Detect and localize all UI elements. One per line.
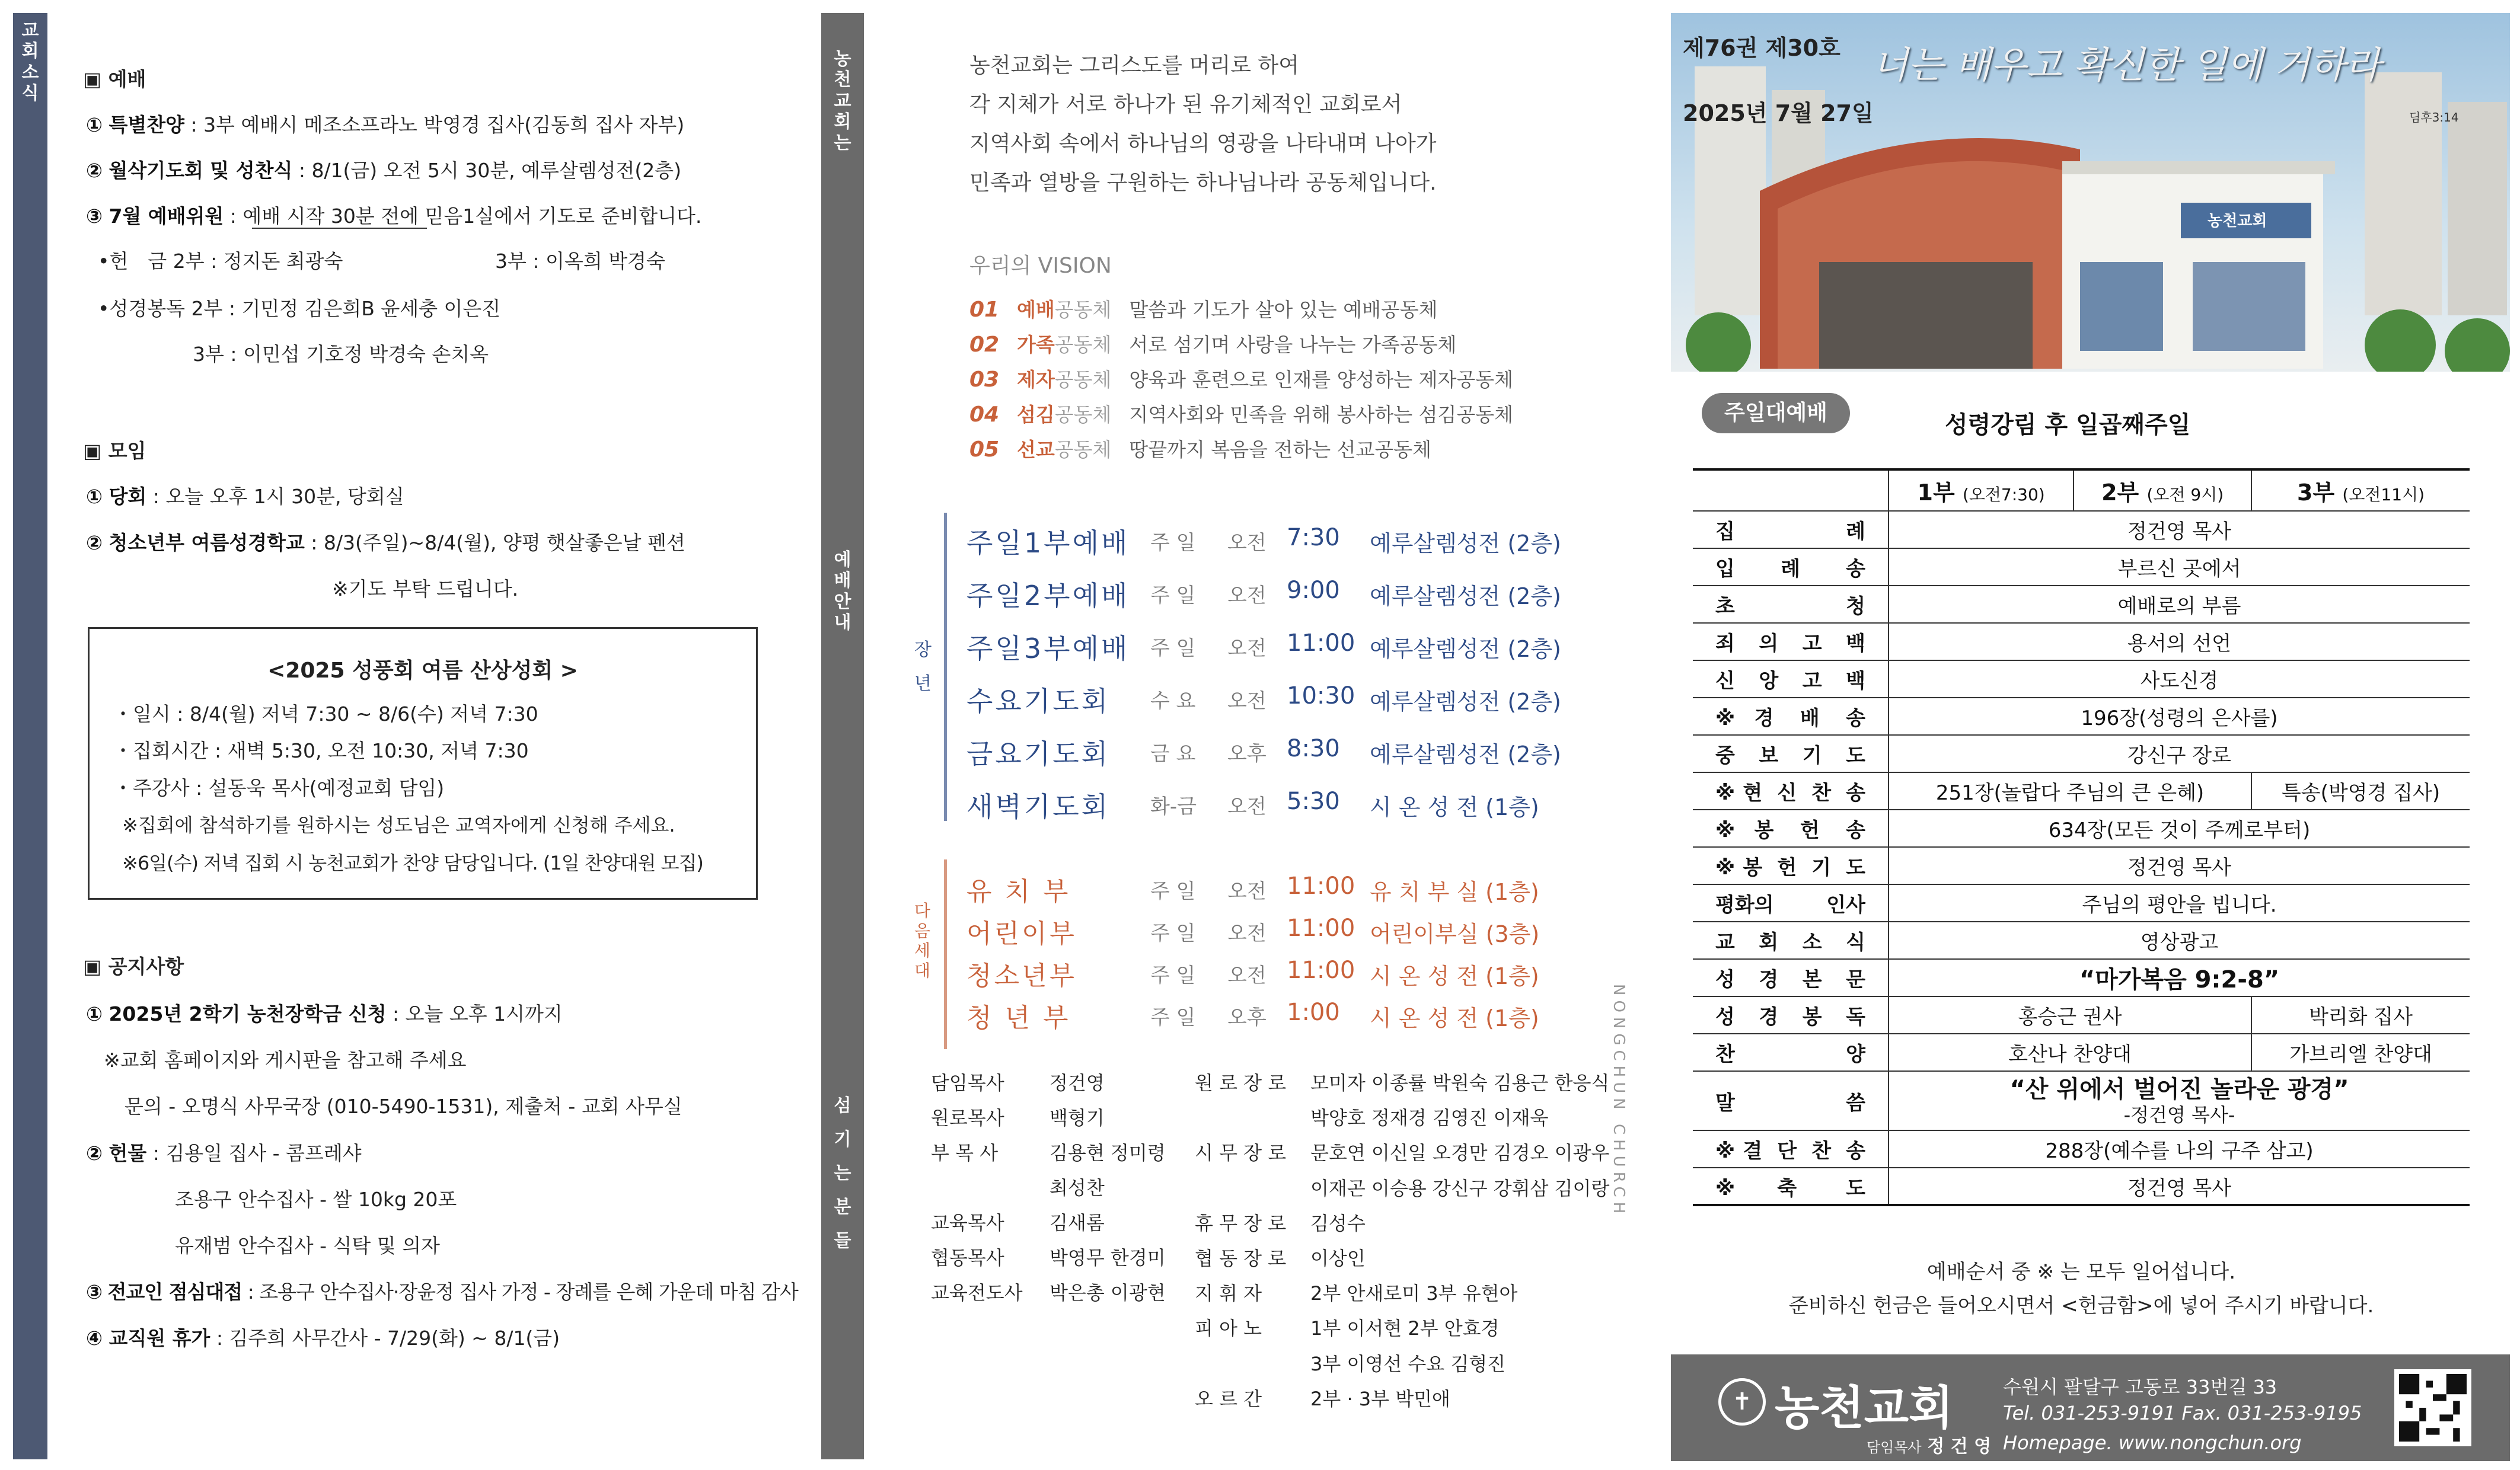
schedule-time: 5:30: [1287, 788, 1340, 815]
intro-line: 농천교회는 그리스도를 머리로 하여: [969, 53, 1299, 78]
sermon-title: “산 위에서 벌어진 놀라운 광경”: [2009, 1075, 2349, 1103]
order-of-worship-table: [1693, 468, 2470, 1206]
staff-row: [931, 1173, 1105, 1200]
schedule-name: 주일2부예배: [966, 580, 1130, 612]
order-row: [1693, 959, 2470, 996]
order-row: [1693, 922, 2470, 959]
staff-row: [931, 1208, 1105, 1235]
order-label: 교 회 소 식: [1693, 922, 1889, 959]
staff-names: 정건영: [1050, 1072, 1105, 1094]
schedule-row: [966, 680, 1619, 715]
vision-item: [969, 365, 1513, 392]
schedule-row: [966, 785, 1619, 821]
schedule-day: 주 일: [1150, 531, 1196, 555]
staff-role: 피 아 노: [1195, 1317, 1262, 1340]
staff-row: [931, 1068, 1105, 1095]
adult-label: 장 년: [914, 640, 932, 694]
staff-role: 원로목사: [931, 1107, 1004, 1129]
schedule-day: 화-금: [1150, 795, 1197, 819]
order-label: ※봉 헌 기 도: [1693, 847, 1889, 884]
notice-item-1b: 문의 - 오명식 사무국장 (010-5490-1531), 제출처 - 교회 사무실: [125, 1095, 682, 1118]
offering-2: •헌 금 2부 : 정지돈 최광숙: [98, 250, 343, 273]
staff-names: 이상인: [1310, 1247, 1366, 1270]
order-label: 말 씀: [1693, 1071, 1889, 1130]
worship-header: ▣ 예배: [83, 68, 146, 91]
schedule-time: 11:00: [1287, 629, 1355, 657]
schedule-name: 금요기도회: [966, 738, 1111, 770]
schedule-day: 주 일: [1150, 637, 1196, 660]
vision-number: 04: [969, 402, 1000, 427]
order-label: ※결 단 찬 송: [1693, 1130, 1889, 1168]
staff-names: 백형기: [1050, 1107, 1105, 1129]
vision-number: 01: [969, 298, 1000, 322]
vision-item: [969, 330, 1456, 357]
staff-role: 휴 무 장 로: [1195, 1212, 1287, 1235]
intro-line: 각 지체가 서로 하나가 된 유기체적인 교회로서: [969, 92, 1402, 117]
schedule-name: 유 치 부: [966, 877, 1071, 907]
staff-row: [1195, 1103, 1548, 1130]
order-value: 부르신 곳에서: [1889, 548, 2470, 586]
schedule-ampm: 오전: [1227, 964, 1267, 988]
order-value: 정건영 목사: [1889, 847, 2470, 884]
sunday-badge: 주일대예배: [1702, 393, 1850, 433]
staff-names: 김용현 정미령: [1050, 1142, 1166, 1164]
schedule-place: 시 온 성 전 (1층): [1370, 1005, 1539, 1031]
order-value: [1889, 1071, 2470, 1130]
motto: 너는 배우고 확신한 일에 거하라: [1873, 43, 2381, 87]
order-label: 죄 의 고 백: [1693, 623, 1889, 660]
order-row: [1693, 847, 2470, 884]
staff-role: 협동목사: [931, 1247, 1004, 1269]
order-row: [1693, 586, 2470, 623]
order-value: 정건영 목사: [1889, 1168, 2470, 1205]
staff-role: 교육전도사: [931, 1282, 1023, 1304]
schedule-time: 11:00: [1287, 915, 1355, 942]
order-row: [1693, 1130, 2470, 1168]
schedule-ampm: 오전: [1227, 922, 1267, 945]
order-value: 예배로의 부름: [1889, 586, 2470, 623]
footer: [1671, 1354, 2510, 1461]
order-value: 강신구 장로: [1889, 735, 2470, 772]
standing-note: 예배순서 중 ※ 는 모두 일어섭니다.: [1926, 1260, 2236, 1284]
vision-number: 05: [969, 437, 1000, 462]
vision-community: 공동체: [1054, 403, 1112, 426]
schedule-place: 시 온 성 전 (1층): [1370, 794, 1539, 820]
staff-row: [1195, 1068, 1609, 1095]
order-row: [1693, 511, 2470, 548]
motto-ref: 딤후3:14: [2409, 110, 2459, 124]
order-row: [1693, 996, 2470, 1034]
retreat-line: ※집회에 참석하기를 원하시는 성도님은 교역자에게 신청해 주세요.: [122, 814, 675, 836]
order-value: 주님의 평안을 빕니다.: [1889, 884, 2470, 922]
order-label: 입 례 송: [1693, 548, 1889, 586]
staff-role: 지 휘 자: [1195, 1282, 1262, 1305]
staff-row: [1195, 1138, 1609, 1165]
bulletin-date: 2025년 7월 27일: [1683, 100, 1874, 126]
staff-names: 문호연 이신일 오경만 김경오 이광우: [1310, 1142, 1610, 1165]
order-row: [1693, 810, 2470, 847]
vision-desc: 양육과 훈련으로 인재를 양성하는 제자공동체: [1129, 368, 1514, 391]
schedule-row: [966, 870, 1619, 906]
order-label: 성 경 봉 독: [1693, 996, 1889, 1034]
footer-web: Homepage. www.nongchun.org: [2003, 1431, 2302, 1454]
schedule-place: 예루살렘성전 (2층): [1370, 689, 1561, 715]
schedule-day: 주 일: [1150, 964, 1196, 988]
schedule-day: 주 일: [1150, 1006, 1196, 1030]
vision-community: 공동체: [1054, 368, 1112, 391]
footer-church-name: 농천교회: [1775, 1382, 1954, 1435]
vision-item: [969, 295, 1438, 322]
tab-about: 농 천 교 회 는: [821, 13, 864, 505]
schedule-time: 9:00: [1287, 577, 1340, 604]
adult-divider: [944, 513, 947, 821]
order-label: 중 보 기 도: [1693, 735, 1889, 772]
notice-header: ▣ 공지사항: [83, 955, 184, 978]
schedule-ampm: 오전: [1227, 531, 1267, 555]
vision-keyword: 섬김: [1017, 403, 1055, 426]
schedule-name: 청 년 부: [966, 1003, 1071, 1033]
staff-row: [1195, 1209, 1366, 1236]
staff-row: [931, 1138, 1166, 1165]
vision-desc: 서로 섬기며 사랑을 나누는 가족공동체: [1129, 333, 1457, 356]
vision-item: [969, 434, 1431, 462]
staff-names: 2부 안새로미 3부 유현아: [1310, 1282, 1518, 1305]
order-value: 호산나 찬양대: [1889, 1034, 2251, 1071]
vision-community: 공동체: [1054, 298, 1112, 321]
order-value: 영상광고: [1889, 922, 2470, 959]
staff-names: 1부 이서현 2부 안효경: [1310, 1317, 1500, 1340]
notice-item-2b: 유재범 안수집사 - 식탁 및 의자: [175, 1234, 440, 1257]
footer-address: 수원시 팔달구 고동로 33번길 33: [2003, 1376, 2277, 1398]
reading-3: 3부 : 이민섭 기호정 박경숙 손치옥: [193, 343, 489, 366]
staff-row: [931, 1103, 1105, 1130]
schedule-name: 어린이부: [966, 919, 1077, 949]
schedule-row: [966, 912, 1619, 948]
schedule-ampm: 오전: [1227, 795, 1267, 819]
order-label: ※봉 헌 송: [1693, 810, 1889, 847]
next-divider: [944, 859, 947, 1049]
vision-desc: 땅끝까지 복음을 전하는 선교공동체: [1129, 438, 1432, 461]
schedule-name: 청소년부: [966, 961, 1077, 991]
retreat-title: <2025 성풍회 여름 산상성회 >: [267, 659, 578, 683]
staff-row: [1195, 1314, 1500, 1341]
meeting-header: ▣ 모임: [83, 439, 146, 462]
side-text: NONGCHUN CHURCH: [1610, 984, 1628, 1219]
meeting-item-2: ② 청소년부 여름성경학교 : 8/3(주일)~8/4(월), 양평 햇살좋은날 펜션: [86, 531, 685, 554]
staff-names: 박양호 정재경 김영진 이재욱: [1310, 1107, 1549, 1130]
schedule-place: 예루살렘성전 (2층): [1370, 531, 1561, 557]
underline: [252, 228, 427, 229]
schedule-ampm: 오전: [1227, 880, 1267, 903]
schedule-time: 8:30: [1287, 735, 1340, 762]
schedule-day: 주 일: [1150, 922, 1196, 945]
vision-desc: 말씀과 기도가 살아 있는 예배공동체: [1129, 298, 1438, 321]
cover-image: [1671, 13, 2510, 372]
notice-item-1: ① 2025년 2학기 농천장학금 신청 : 오늘 오후 1시까지: [86, 1002, 563, 1025]
footer-pastor: 담임목사 정 건 영: [1867, 1436, 1992, 1457]
order-value: 634장(모든 것이 주께로부터): [1889, 810, 2470, 847]
tab-church-news: 교 회 소 식: [13, 13, 47, 1459]
order-value: 정건영 목사: [1889, 511, 2470, 548]
prayer-request: ※기도 부탁 드립니다.: [332, 577, 519, 600]
order-label: 평화의 인사: [1693, 884, 1889, 922]
schedule-ampm: 오전: [1227, 637, 1267, 660]
order-row: [1693, 772, 2470, 810]
staff-role: 협 동 장 로: [1195, 1247, 1287, 1270]
retreat-line: ・집회시간 : 새벽 5:30, 오전 10:30, 저녁 7:30: [113, 739, 529, 762]
schedule-name: 주일3부예배: [966, 632, 1130, 664]
order-label: ※축 도: [1693, 1168, 1889, 1205]
order-row: [1693, 735, 2470, 772]
staff-names: 3부 이영선 수요 김형진: [1310, 1352, 1506, 1375]
vision-number: 02: [969, 333, 1000, 357]
order-label: 찬 양: [1693, 1034, 1889, 1071]
order-value-2: 특송(박영경 집사): [2251, 772, 2470, 810]
schedule-time: 1:00: [1287, 999, 1340, 1026]
staff-names: 모미자 이종률 박원숙 김용근 한응식: [1310, 1072, 1610, 1094]
schedule-day: 주 일: [1150, 880, 1196, 903]
order-value: 288장(예수를 나의 구주 삼고): [1889, 1130, 2470, 1168]
schedule-time: 7:30: [1287, 524, 1340, 551]
intro-line: 지역사회 속에서 하나님의 영광을 나타내며 나아가: [969, 132, 1437, 156]
staff-role: 오 르 간: [1195, 1387, 1262, 1410]
order-label: ※경 배 송: [1693, 698, 1889, 735]
worship-item-2: ② 월삭기도회 및 성찬식 : 8/1(금) 오전 5시 30분, 예루살렘성전(2층): [86, 159, 682, 182]
retreat-line: ※6일(수) 저녁 집회 시 농천교회가 찬양 담당입니다. (1일 찬양대원 모집): [122, 852, 703, 874]
schedule-time: 11:00: [1287, 957, 1355, 984]
staff-role: 원 로 장 로: [1195, 1072, 1287, 1094]
retreat-box: [88, 627, 758, 900]
schedule-name: 수요기도회: [966, 685, 1111, 717]
schedule-place: 예루살렘성전 (2층): [1370, 742, 1561, 768]
schedule-place: 예루살렘성전 (2층): [1370, 583, 1561, 609]
tab-worship-guide: 예 배 안 내: [821, 505, 864, 1059]
schedule-time: 10:30: [1287, 682, 1355, 710]
vision-keyword: 예배: [1017, 298, 1055, 321]
sunday-title: 성령강림 후 일곱째주일: [1945, 411, 2191, 439]
church-logo-icon: ✝: [1718, 1378, 1766, 1426]
staff-role: 교육목사: [931, 1212, 1004, 1234]
schedule-place: 시 온 성 전 (1층): [1370, 963, 1539, 989]
staff-row: [931, 1278, 1166, 1305]
notice-item-3: ③ 전교인 점심대접 : 조용구 안수집사·장윤정 집사 가정 - 장례를 은혜 가운데 마침 감사: [86, 1280, 798, 1303]
schedule-row: [966, 996, 1619, 1032]
order-row: [1693, 623, 2470, 660]
staff-names: 최성찬: [1050, 1177, 1105, 1199]
schedule-place: 어린이부실 (3층): [1370, 921, 1540, 947]
sermon-preacher: -정건영 목사-: [2123, 1103, 2235, 1126]
footer-tel: Tel. 031-253-9191 Fax. 031-253-9195: [2003, 1402, 2362, 1424]
schedule-ampm: 오후: [1227, 1006, 1267, 1030]
staff-row: [931, 1243, 1166, 1270]
vision-community: 공동체: [1054, 438, 1112, 461]
order-label: 성 경 본 문: [1693, 959, 1889, 996]
schedule-day: 금 요: [1150, 742, 1196, 766]
volume: 제76권 제30호: [1683, 35, 1840, 61]
vision-number: 03: [969, 368, 1000, 392]
staff-role: 부 목 사: [931, 1142, 999, 1164]
staff-row: [1195, 1349, 1505, 1376]
schedule-ampm: 오전: [1227, 584, 1267, 608]
schedule-place: 예루살렘성전 (2층): [1370, 636, 1561, 662]
schedule-row: [966, 627, 1619, 663]
offering-3: 3부 : 이옥희 박경숙: [495, 250, 665, 273]
order-label: 신 앙 고 백: [1693, 660, 1889, 698]
staff-names: 김성수: [1310, 1212, 1366, 1235]
schedule-ampm: 오후: [1227, 742, 1267, 766]
order-row: [1693, 884, 2470, 922]
building-sign: 농천교회: [2208, 212, 2267, 230]
notice-item-4: ④ 교직원 휴가 : 김주희 사무간사 - 7/29(화) ~ 8/1(금): [86, 1327, 560, 1350]
offering-note: 준비하신 헌금은 들어오시면서 <헌금함>에 넣어 주시기 바랍니다.: [1788, 1294, 2374, 1318]
service-header-row: 1부 (오전7:30) 2부 (오전 9시) 3부 (오전11시): [1693, 469, 2470, 511]
vision-item: [969, 400, 1513, 427]
staff-role: 담임목사: [931, 1072, 1004, 1094]
schedule-name: 새벽기도회: [966, 791, 1111, 823]
staff-names: 박영무 한경미: [1050, 1247, 1166, 1269]
tab-servants: 섬 기 는 분 들: [821, 1059, 864, 1459]
order-row: [1693, 698, 2470, 735]
vision-title: 우리의 VISION: [969, 254, 1112, 278]
order-row: [1693, 1168, 2470, 1205]
staff-names: 김새롬: [1050, 1212, 1105, 1234]
schedule-place: 유 치 부 실 (1층): [1370, 879, 1539, 905]
staff-names: 2부 · 3부 박민애: [1310, 1387, 1450, 1410]
vision-keyword: 가족: [1017, 333, 1055, 356]
retreat-line: ・주강사 : 설동욱 목사(예정교회 담임): [113, 776, 445, 800]
vision-keyword: 제자: [1017, 368, 1055, 391]
schedule-row: [966, 522, 1619, 557]
vision-community: 공동체: [1054, 333, 1112, 356]
meeting-item-1: ① 당회 : 오늘 오후 1시 30분, 당회실: [86, 485, 404, 508]
schedule-row: [966, 574, 1619, 610]
order-value-2: 가브리엘 찬양대: [2251, 1034, 2470, 1071]
reading-2: •성경봉독 2부 : 기민정 김은희B 윤세충 이은진: [98, 297, 501, 320]
order-value-2: 박리화 집사: [2251, 996, 2470, 1034]
staff-row: [1195, 1384, 1450, 1411]
notice-item-1a: ※교회 홈페이지와 게시판을 참고해 주세요: [104, 1049, 467, 1072]
order-row: [1693, 660, 2470, 698]
staff-row: [1195, 1279, 1517, 1306]
order-row: [1693, 1034, 2470, 1071]
order-value: 251장(놀랍다 주님의 큰 은혜): [1889, 772, 2251, 810]
schedule-time: 11:00: [1287, 873, 1355, 900]
vision-keyword: 선교: [1017, 438, 1055, 461]
order-row: [1693, 1071, 2470, 1130]
worship-item-3: ③ 7월 예배위원 : 예배 시작 30분 전에 믿음1실에서 기도로 준비합니다.: [86, 204, 702, 228]
order-row: [1693, 548, 2470, 586]
order-value: “마가복음 9:2-8”: [1889, 959, 2470, 996]
staff-names: 이재곤 이승용 강신구 강휘삼 김이랑: [1310, 1177, 1610, 1200]
worship-item-1: ① 특별찬양 : 3부 예배시 메조소프라노 박영경 집사(김동희 집사 자부): [86, 113, 685, 136]
order-value: 용서의 선언: [1889, 623, 2470, 660]
schedule-row: [966, 954, 1619, 990]
schedule-row: [966, 733, 1619, 768]
schedule-day: 수 요: [1150, 689, 1196, 713]
order-label: 초 청: [1693, 586, 1889, 623]
staff-row: [1195, 1174, 1609, 1201]
order-value: 홍승근 권사: [1889, 996, 2251, 1034]
staff-row: [1195, 1244, 1366, 1271]
schedule-name: 주일1부예배: [966, 527, 1130, 559]
staff-role: 시 무 장 로: [1195, 1142, 1287, 1165]
order-label: ※현 신 찬 송: [1693, 772, 1889, 810]
schedule-day: 주 일: [1150, 584, 1196, 608]
retreat-line: ・일시 : 8/4(월) 저녁 7:30 ~ 8/6(수) 저녁 7:30: [113, 702, 538, 726]
qr-code-icon: [2394, 1369, 2471, 1446]
intro-line: 민족과 열방을 구원하는 하나님나라 공동체입니다.: [969, 171, 1437, 195]
order-value: 사도신경: [1889, 660, 2470, 698]
vision-desc: 지역사회와 민족을 위해 봉사하는 섬김공동체: [1129, 403, 1514, 426]
next-label: 다 음 세 대: [914, 901, 931, 980]
notice-item-2: ② 헌물 : 김용일 집사 - 콤프레샤: [86, 1142, 362, 1165]
order-value: 196장(성령의 은사를): [1889, 698, 2470, 735]
notice-item-2a: 조용구 안수집사 - 쌀 10kg 20포: [175, 1188, 457, 1211]
order-label: 집 례: [1693, 511, 1889, 548]
schedule-ampm: 오전: [1227, 689, 1267, 713]
staff-names: 박은총 이광현: [1050, 1282, 1166, 1304]
